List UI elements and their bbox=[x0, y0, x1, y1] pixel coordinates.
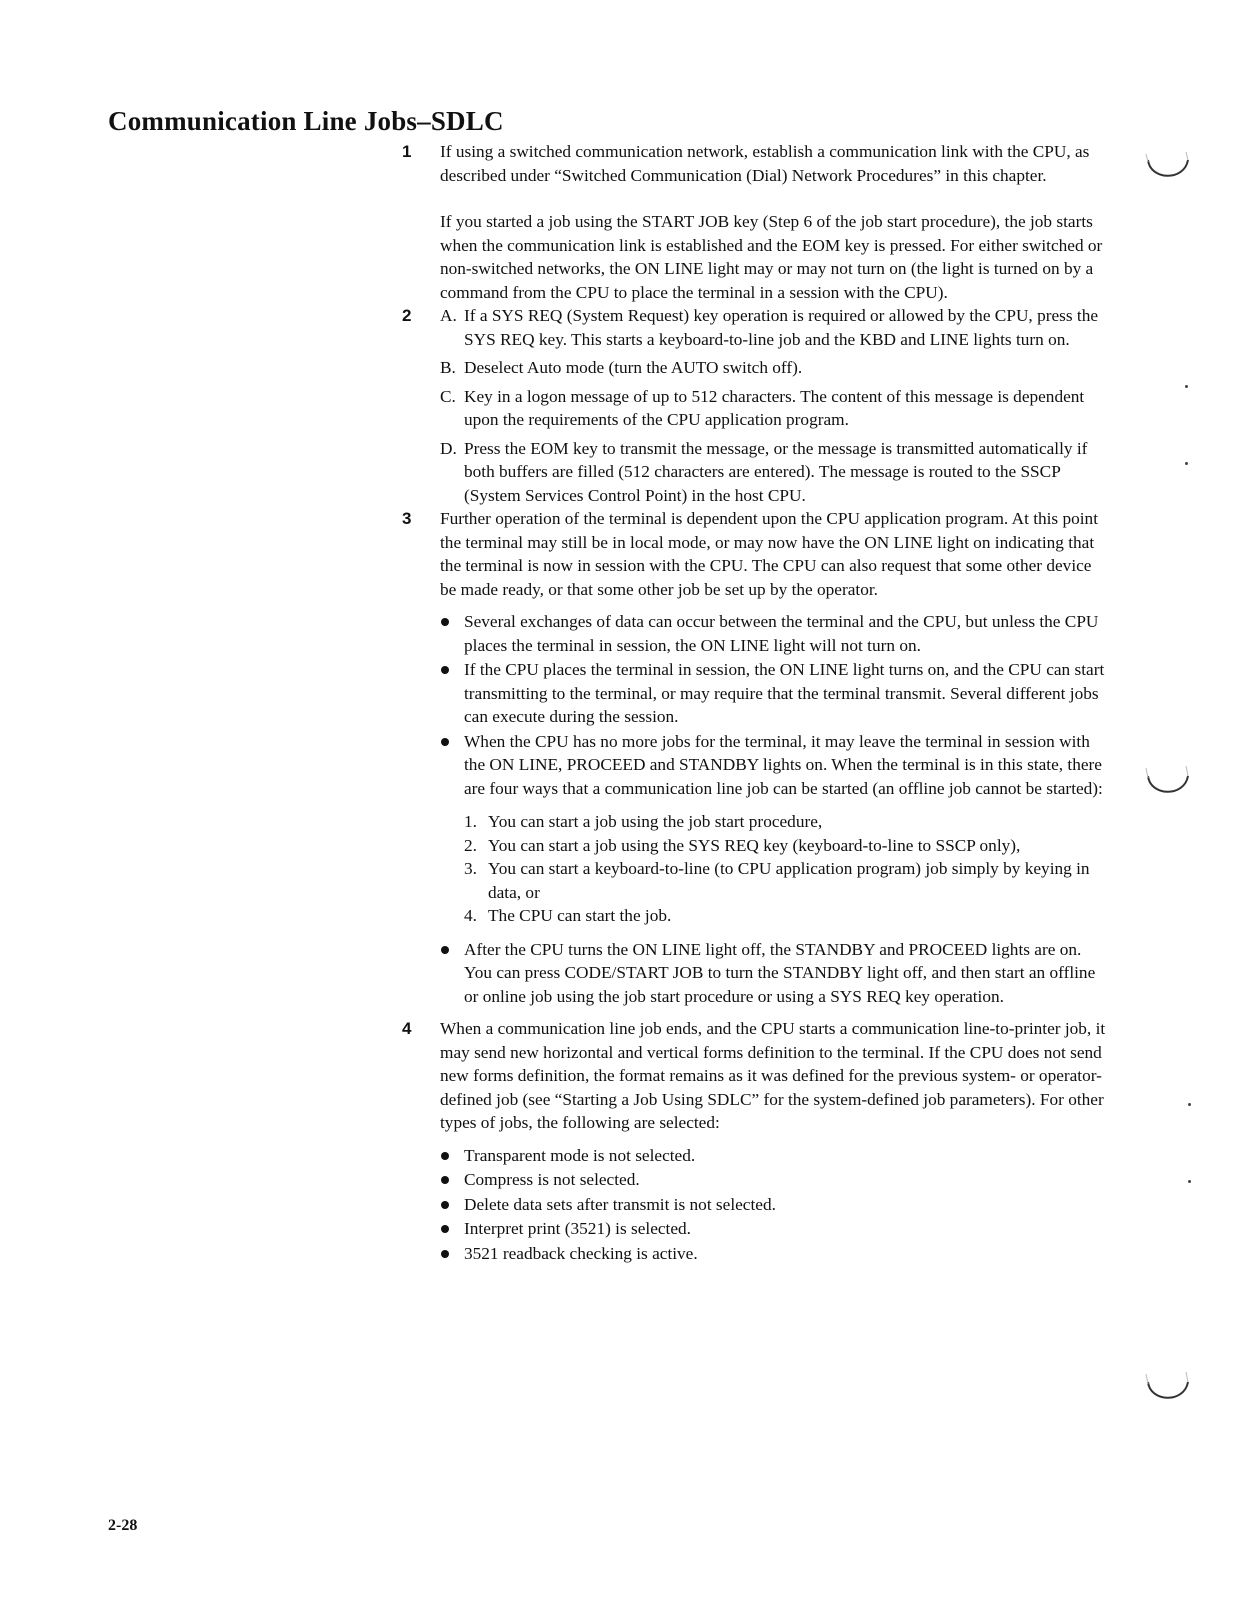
step-number: 2 bbox=[402, 306, 412, 325]
bullet-item bbox=[440, 1242, 1112, 1266]
step-number: 3 bbox=[402, 509, 412, 528]
bullet-icon bbox=[441, 1201, 449, 1209]
binder-hole-icon bbox=[1142, 1372, 1192, 1408]
bullet-item bbox=[440, 1144, 1112, 1168]
sub-item-text: If a SYS REQ (System Request) key operation is required or allowed by the CPU, press the SYS REQ key. This starts a keyboard-to-line job and the KBD and LINE lights turn on. bbox=[464, 306, 1099, 349]
sub-item-text: Press the EOM key to transmit the message, or the message is transmitted automatically if both buffers are filled (512 characters are entered). The message is routed to the SSCP (System Services Control Point) in the host CPU. bbox=[464, 438, 1088, 505]
bullet-icon bbox=[441, 946, 449, 954]
bullet-text: After the CPU turns the ON LINE light off, the STANDBY and PROCEED lights are on. You can press CODE/START JOB to turn the STANDBY light off, and then start an offline or online job using the job start procedure or using a SYS REQ key operation. bbox=[464, 939, 1096, 1006]
sub-item-letter: B. bbox=[440, 358, 456, 377]
step-number: 1 bbox=[402, 142, 412, 161]
sub-item-letter: C. bbox=[440, 386, 456, 406]
bullet-list bbox=[440, 610, 1112, 1008]
bullet-item bbox=[440, 730, 1112, 928]
bullet-text: Transparent mode is not selected. bbox=[464, 1145, 696, 1165]
numbered-item bbox=[464, 810, 1112, 834]
bullet-text: Interpret print (3521) is selected. bbox=[464, 1219, 691, 1238]
numbered-item-label: 2. bbox=[464, 835, 477, 855]
sub-item-letter: D. bbox=[440, 438, 457, 458]
page-number: 2-28 bbox=[108, 1517, 138, 1534]
sub-item bbox=[440, 356, 1112, 380]
numbered-item-text: You can start a keyboard-to-line (to CPU application program) job simply by keying in data, or bbox=[488, 859, 1090, 902]
sub-item bbox=[440, 304, 1112, 351]
bullet-icon bbox=[441, 1176, 449, 1184]
numbered-item bbox=[464, 904, 1112, 928]
bullet-icon bbox=[441, 1225, 449, 1233]
numbered-item-label: 3. bbox=[464, 859, 477, 878]
bullet-list bbox=[440, 1144, 1112, 1266]
binder-hole-icon bbox=[1142, 150, 1192, 186]
step-1 bbox=[402, 140, 1112, 304]
sub-item-text: Key in a logon message of up to 512 characters. The content of this message is dependent upon the requirements of the CPU application program. bbox=[464, 386, 1085, 429]
paragraph: When a communication line job ends, and the CPU starts a communication line-to-printer job, it may send new horizontal and vertical forms definition to the terminal. If the CPU does not send new forms definition, the format remains as it was defined for the previous system- or operator-defined job (see “Starting a Job Using SDLC” for the system-defined job parameters). For other types of jobs, the following are selected: bbox=[440, 1019, 1106, 1132]
numbered-item-label: 1. bbox=[464, 812, 477, 831]
numbered-item-label: 4. bbox=[464, 906, 477, 925]
bullet-text: When the CPU has no more jobs for the terminal, it may leave the terminal in session with the ON LINE, PROCEED and STANDBY lights on. When the terminal is in this state, there are four ways that a communication line job can be started (an offline job cannot be started): bbox=[464, 731, 1103, 798]
scan-speck bbox=[1188, 1180, 1191, 1183]
numbered-item bbox=[464, 857, 1112, 904]
bullet-item bbox=[440, 1193, 1112, 1217]
sub-item-text: Deselect Auto mode (turn the AUTO switch off). bbox=[464, 358, 803, 377]
paragraph: Further operation of the terminal is dependent upon the CPU application program. At this point the terminal may still be in local mode, or may now have the ON LINE light on indicating that the terminal is now in session with the CPU. The CPU can also request that some other device be made ready, or that some other job be set up by the operator. bbox=[440, 509, 1099, 599]
bullet-icon bbox=[441, 738, 449, 746]
bullet-text: Delete data sets after transmit is not selected. bbox=[464, 1194, 776, 1214]
bullet-item bbox=[440, 658, 1112, 729]
sub-item bbox=[440, 437, 1112, 508]
step-3 bbox=[402, 507, 1112, 1008]
sub-item-letter: A. bbox=[440, 306, 457, 325]
bullet-text: Several exchanges of data can occur between the terminal and the CPU, but unless the CPU places the terminal in session, the ON LINE light will not turn on. bbox=[464, 612, 1099, 655]
scan-speck bbox=[1185, 385, 1188, 388]
document-body bbox=[402, 140, 1112, 1265]
step-number: 4 bbox=[402, 1019, 412, 1038]
step-4 bbox=[402, 1017, 1112, 1265]
numbered-item-text: You can start a job using the SYS REQ key (keyboard-to-line to SSCP only), bbox=[488, 835, 1021, 855]
bullet-icon bbox=[441, 1152, 449, 1160]
paragraph: If you started a job using the START JOB key (Step 6 of the job start procedure), the job starts when the communication link is established and the EOM key is pressed. For either switched or non-switched networks, the ON LINE light may or may not turn on (the light is turned on by a command from the CPU to place the terminal in a session with the CPU). bbox=[440, 212, 1103, 302]
step-2 bbox=[402, 304, 1112, 507]
numbered-item-text: The CPU can start the job. bbox=[488, 906, 672, 925]
bullet-text: Compress is not selected. bbox=[464, 1170, 640, 1189]
paragraph: If using a switched communication network, establish a communication link with the CPU, as described under “Switched Communication (Dial) Network Procedures” in this chapter. bbox=[440, 142, 1090, 185]
numbered-item bbox=[464, 834, 1112, 858]
bullet-icon bbox=[441, 618, 449, 626]
bullet-item bbox=[440, 938, 1112, 1009]
bullet-icon bbox=[441, 1250, 449, 1258]
bullet-item bbox=[440, 610, 1112, 657]
numbered-list bbox=[464, 810, 1112, 928]
bullet-item bbox=[440, 1217, 1112, 1241]
page-title: Communication Line Jobs–SDLC bbox=[108, 106, 504, 136]
bullet-item bbox=[440, 1168, 1112, 1192]
scan-speck bbox=[1188, 1103, 1191, 1106]
binder-hole-icon bbox=[1142, 766, 1192, 802]
sub-item bbox=[440, 385, 1112, 432]
bullet-text: If the CPU places the terminal in session, the ON LINE light turns on, and the CPU can start transmitting to the terminal, or may require that the terminal transmit. Several different jobs can execute during the session. bbox=[464, 660, 1105, 726]
bullet-icon bbox=[441, 666, 449, 674]
scan-speck bbox=[1185, 462, 1188, 465]
numbered-item-text: You can start a job using the job start procedure, bbox=[488, 812, 823, 831]
bullet-text: 3521 readback checking is active. bbox=[464, 1243, 698, 1263]
